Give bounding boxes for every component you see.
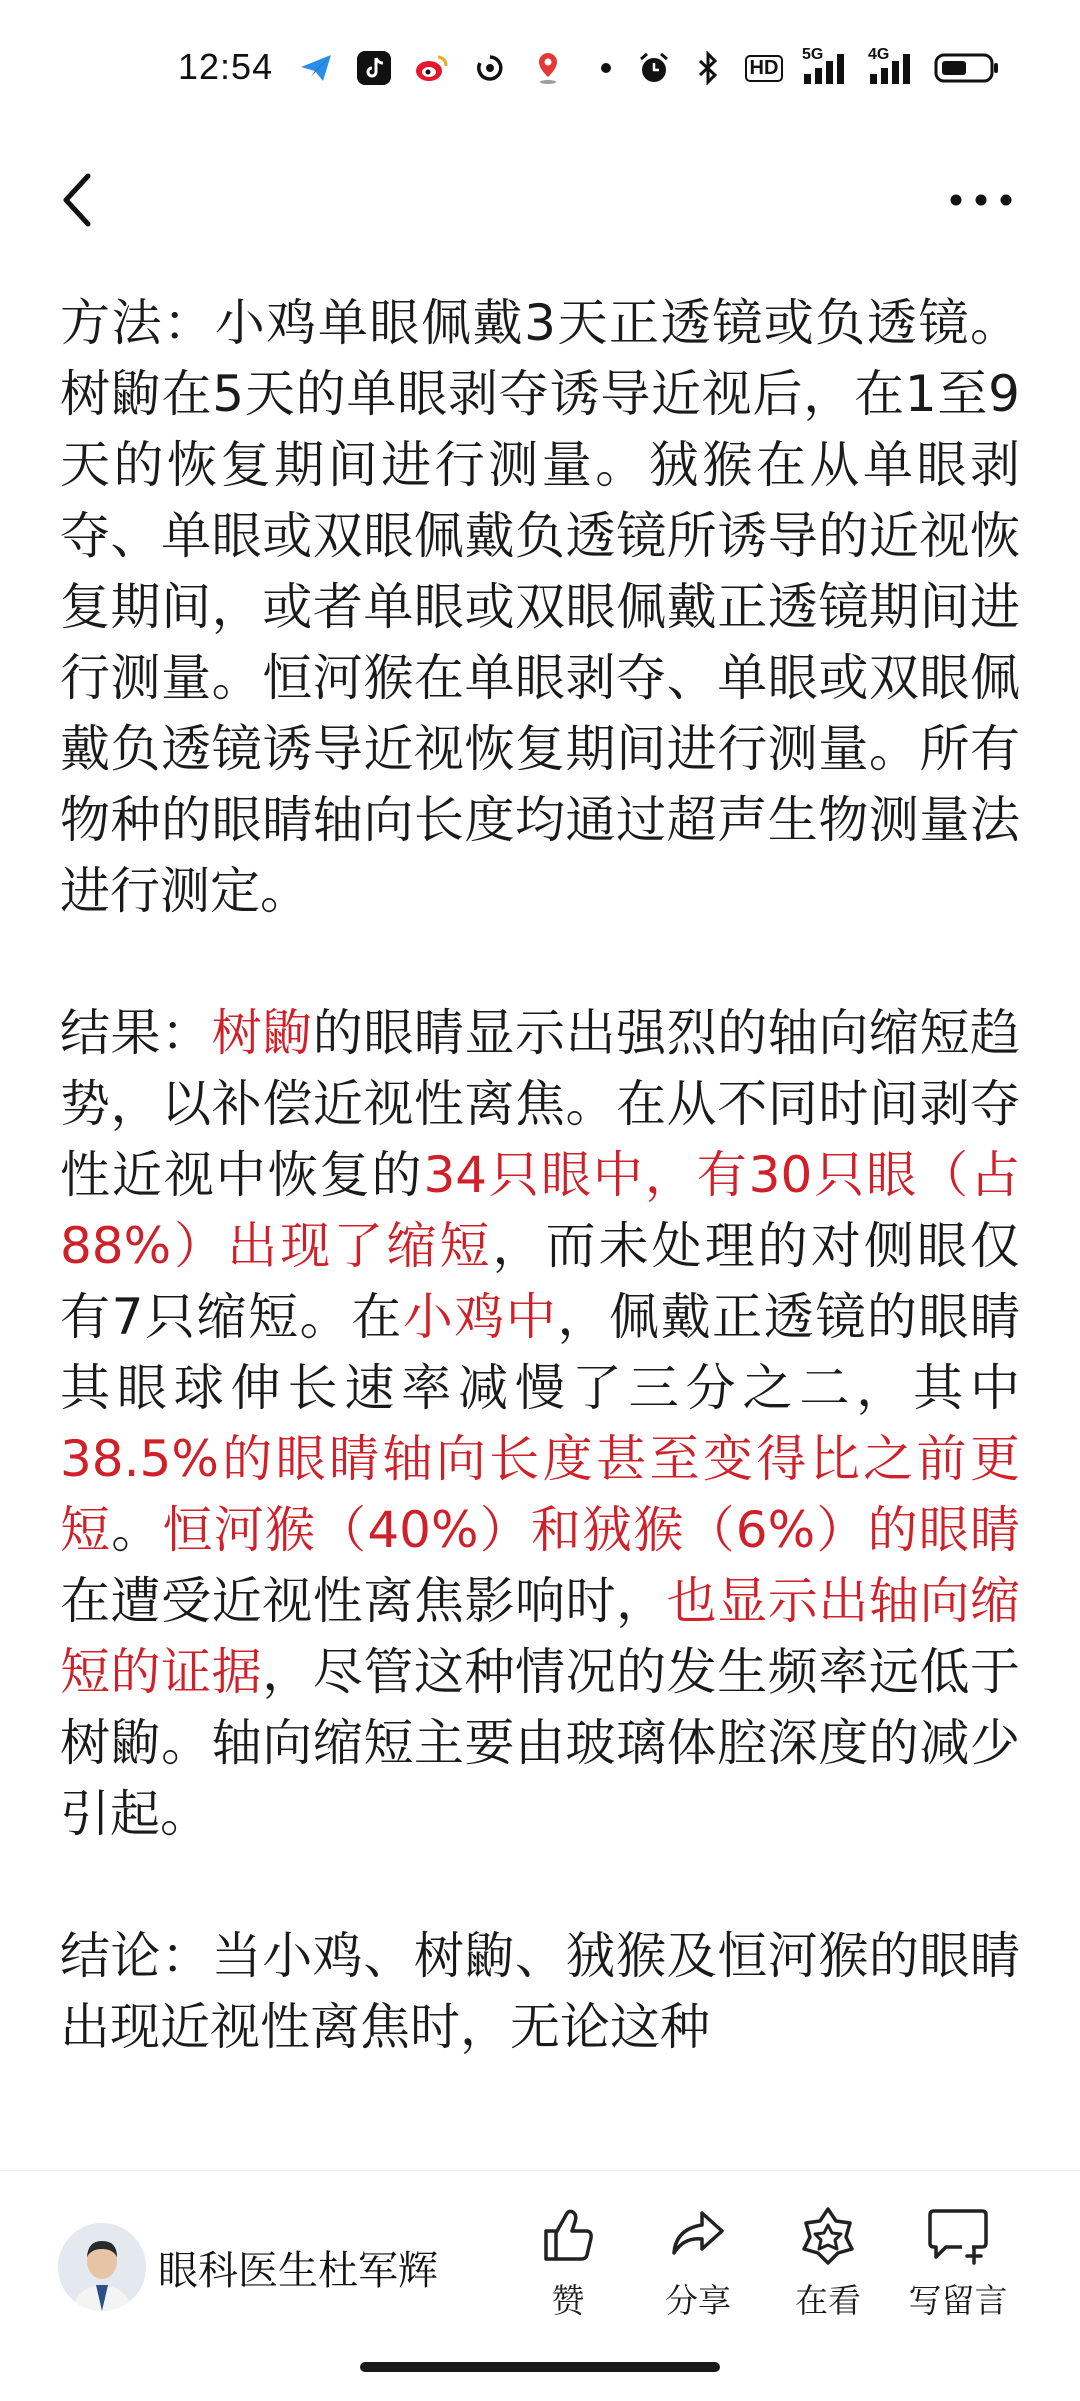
status-system-icons	[636, 48, 1000, 88]
share-label: 分享	[665, 2281, 731, 2320]
send-icon	[298, 50, 334, 86]
results-highlight-2: 34只眼中，有30只眼（占88%）出现了缩短	[60, 1146, 1021, 1275]
thumbs-up-icon	[538, 2205, 598, 2265]
results-highlight-3: 小鸡中	[402, 1288, 558, 1346]
conclusion-paragraph: 结论：当小鸡、树鼩、狨猴及恒河猴的眼睛出现近视性离焦时，无论这种	[60, 1927, 1020, 2056]
like-label: 赞	[551, 2281, 585, 2320]
results-paragraph	[60, 998, 1020, 1850]
comment-button[interactable]	[898, 2205, 1018, 2335]
results-text-6: 在遭受近视性离焦影响时，	[60, 1572, 667, 1630]
content-fade	[0, 2140, 1080, 2170]
signal-5g-icon	[802, 46, 850, 86]
signal-4g-icon	[868, 46, 916, 86]
results-text-2: 的眼睛显示出强烈的轴向缩短趋势，以补偿近视性离焦。在从不同时间剥夺性近视中恢复的	[60, 1004, 1021, 1204]
results-highlight-5: 恒河猴（40%）和狨猴（6%）的眼睛	[162, 1501, 1021, 1559]
share-button[interactable]	[638, 2205, 758, 2335]
more-button[interactable]	[946, 178, 1016, 222]
notification-dot	[588, 50, 624, 86]
like-button[interactable]	[508, 2205, 628, 2335]
results-highlight-4: 38.5%的眼睛轴向长度甚至变得比之前更短	[60, 1430, 1020, 1559]
author-avatar[interactable]	[58, 2223, 146, 2311]
watching-label: 在看	[795, 2281, 861, 2320]
bluetooth-icon	[690, 50, 726, 86]
comment-label: 写留言	[908, 2281, 1008, 2320]
hd-icon	[744, 50, 784, 86]
hd-label: HD	[745, 55, 784, 82]
battery-icon	[934, 50, 1000, 86]
back-button[interactable]	[52, 168, 112, 232]
status-time: 12:54	[178, 46, 274, 87]
results-text-3: ，而未处理的对侧眼仅有7只缩短。在	[60, 1217, 1020, 1346]
article-body	[60, 288, 1020, 2063]
methods-paragraph: 方法：小鸡单眼佩戴3天正透镜或负透镜。树鼩在5天的单眼剥夺诱导近视后，在1至9天的恢复期间进行测量。狨猴在从单眼剥夺、单眼或双眼佩戴负透镜所诱导的近视恢复期间，或者单眼或双眼佩戴正透镜期间进行测量。恒河猴在单眼剥夺、单眼或双眼佩戴负透镜诱导近视恢复期间进行测量。所有物种的眼睛轴向长度均通过超声生物测量法进行测定。	[60, 294, 1020, 920]
weibo-icon	[414, 50, 450, 86]
chevron-left-icon	[52, 168, 112, 232]
nav-bar	[0, 150, 1080, 250]
status-app-icons	[298, 48, 624, 88]
tiktok-icon	[356, 50, 392, 86]
alarm-icon	[636, 50, 672, 86]
net1-label: 5G	[802, 46, 824, 63]
sync-icon	[472, 50, 508, 86]
results-text-7: ，尽管这种情况的发生频率远低于树鼩。轴向缩短主要由玻璃体腔深度的减少引起。	[60, 1643, 1021, 1843]
watching-button[interactable]	[768, 2205, 888, 2335]
share-icon	[668, 2205, 728, 2265]
results-highlight-6: 也显示出轴向缩短的证据	[60, 1572, 1021, 1701]
results-highlight-1: 树鼩	[211, 1004, 313, 1062]
results-text-5: 。	[111, 1501, 163, 1559]
status-bar	[0, 0, 1080, 140]
comment-add-icon	[926, 2205, 990, 2265]
location-pin-icon	[530, 50, 566, 86]
author-name[interactable]: 眼科医生杜军辉	[158, 2248, 438, 2294]
star-icon	[798, 2205, 858, 2265]
results-text-1: 结果：	[60, 1004, 212, 1062]
net2-label: 4G	[868, 46, 890, 63]
results-text-4: ，佩戴正透镜的眼睛其眼球伸长速率减慢了三分之二，其中	[60, 1288, 1021, 1417]
home-indicator[interactable]	[360, 2362, 720, 2372]
more-horizontal-icon	[946, 178, 1016, 222]
